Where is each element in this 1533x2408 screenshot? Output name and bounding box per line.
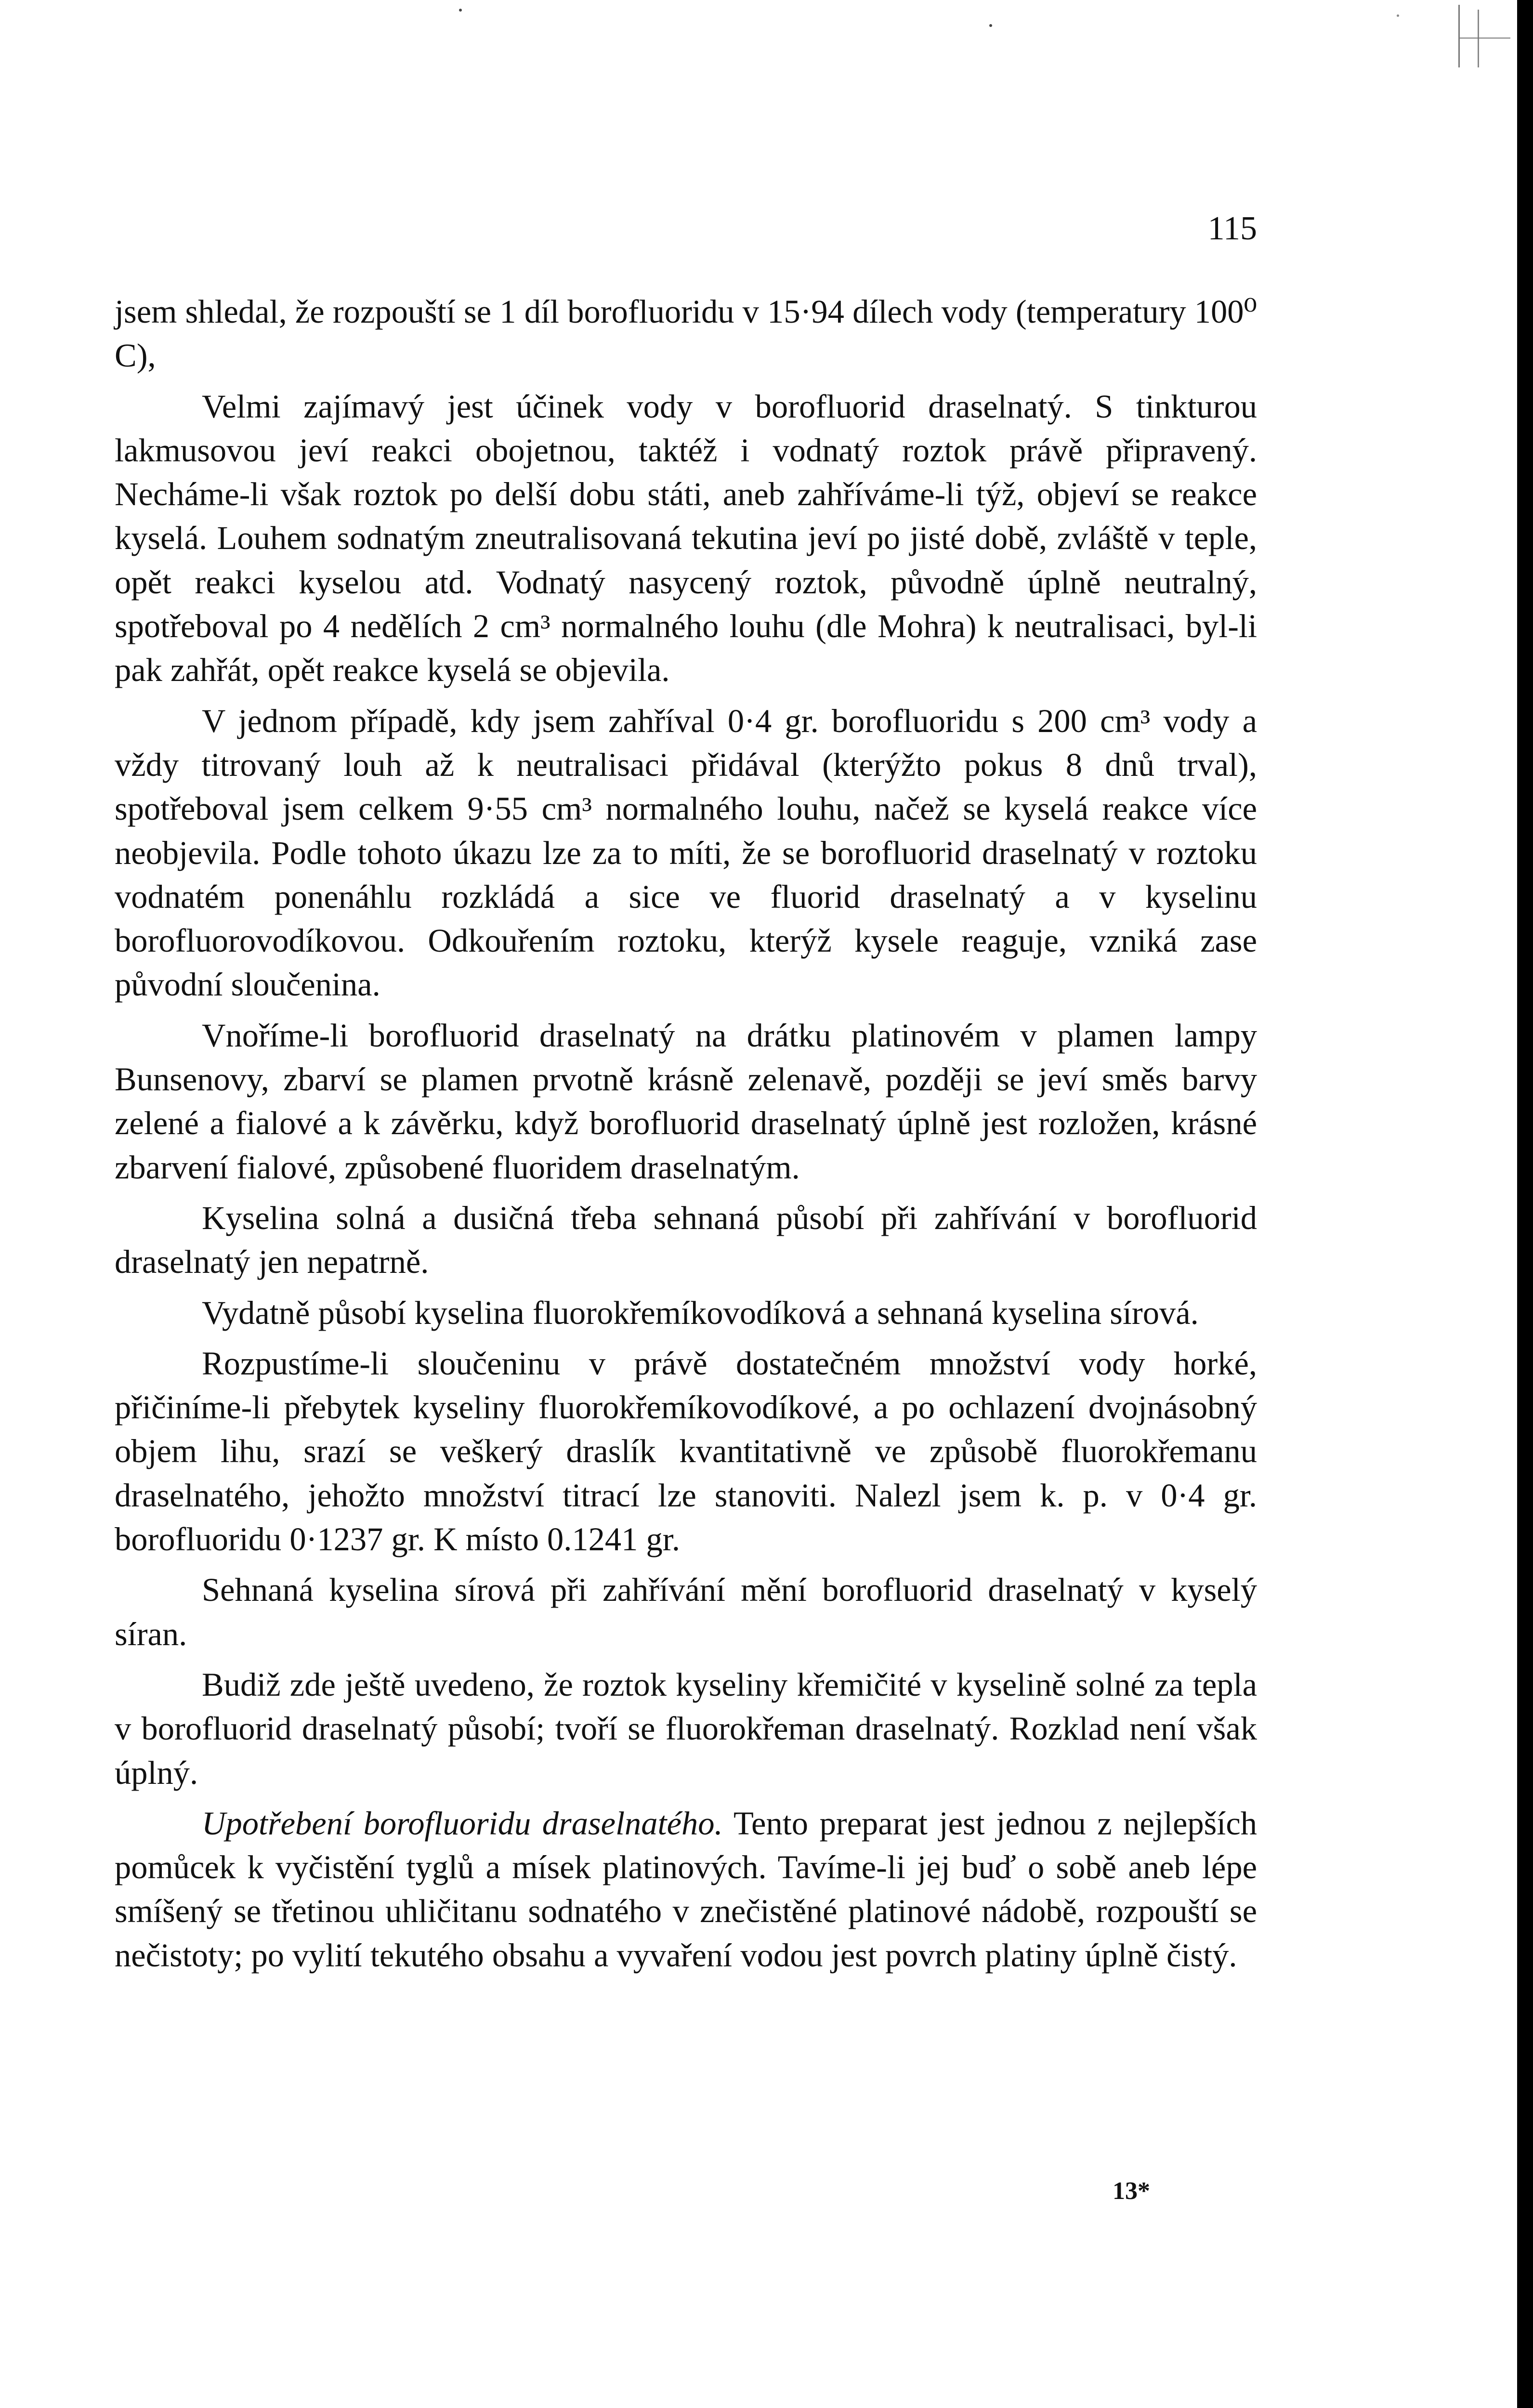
scan-speck — [1397, 14, 1399, 17]
paragraph: V jednom případě, kdy jsem zahříval 0·4 gr. borofluoridu s 200 cm³ vody a vždy titrovaný louh až k neutralisaci přidával (kterýžto pokus 8 dnů trval), spotřeboval jsem celkem 9·55 cm³ normalného louhu, načež se kyselá reakce více neobjevila. Podle tohoto úkazu lze za to míti, že se borofluorid draselnatý v roztoku vodnatém ponenáhlu rozkládá a sice ve fluorid draselnatý a v kyselinu borofluorovodíkovou. Odkouřením roztoku, kterýž kysele reaguje, vzniká zase původní sloučenina. — [115, 702, 1257, 1003]
body-text — [115, 290, 1257, 1984]
paragraph: jsem shledal, že rozpouští se 1 díl borofluoridu v 15·94 dílech vody (temperatury 100⁰ C), — [115, 293, 1257, 374]
paragraph: Velmi zajímavý jest účinek vody v borofluorid draselnatý. S tinkturou lakmusovou jeví reakci obojetnou, taktéž i vodnatý roztok právě připravený. Necháme-li však roztok po delší dobu státi, aneb zahříváme-li týž, objeví se reakce kyselá. Louhem sodnatým zneutralisovaná tekutina jeví po jisté době, zvláště v teple, opět reakci kyselou atd. Vodnatý nasycený roztok, původně úplně neutralný, spotřeboval po 4 nedělích 2 cm³ normalného louhu (dle Mohra) k neutralisaci, byl-li pak zahřát, opět reakce kyselá se objevila. — [115, 388, 1257, 689]
paragraph: Kyselina solná a dusičná třeba sehnaná působí při zahřívání v borofluorid draselnatý jen nepatrně. — [115, 1199, 1257, 1281]
paragraph — [115, 1802, 1257, 1977]
section-lead: Upotřebení borofluoridu draselnatého. — [202, 1805, 723, 1842]
paragraph-text: Tento preparat jest jednou z nejlepších pomůcek k vyčistění tyglů a mísek platinových. Tavíme-li jej buď o sobě aneb lépe smíšený se třetinou uhličitanu sodnatého v znečistěné platinové nádobě, rozpouští se nečistoty; po vylití tekutého obsahu a vyvaření vodou jest povrch platiny úplně čistý. — [115, 1805, 1257, 1974]
scan-line — [1478, 10, 1479, 67]
scan-line — [1458, 38, 1510, 39]
paragraph: Budiž zde ještě uvedeno, že roztok kyseliny křemičité v kyselině solné za tepla v borofluorid draselnatý působí; tvoří se fluorokřeman draselnatý. Rozklad není však úplný. — [115, 1666, 1257, 1791]
page-number: 115 — [1207, 210, 1257, 247]
paragraph: Vydatně působí kyselina fluorokřemíkovodíková a sehnaná kyselina sírová. — [202, 1294, 1199, 1331]
paragraph: Rozpustíme-li sloučeninu v právě dostatečném množství vody horké, přičiníme-li přebytek kyseliny fluorokřemíkovodíkové, a po ochlazení dvojnásobný objem lihu, srazí se veškerý draslík kvantitativně ve způsobě fluorokřemanu draselnatého, jehožto množství titrací lze stanoviti. Nalezl jsem k. p. v 0·4 gr. borofluoridu 0·1237 gr. K místo 0.1241 gr. — [115, 1345, 1257, 1558]
paragraph: Vnoříme-li borofluorid draselnatý na drátku platinovém v plamen lampy Bunsenovy, zbarví se plamen prvotně krásně zelenavě, později se jeví směs barvy zelené a fialové a k závěrku, když borofluorid draselnatý úplně jest rozložen, krásné zbarvení fialové, způsobené fluoridem draselnatým. — [115, 1017, 1257, 1186]
scan-speck — [989, 24, 992, 27]
scan-edge-marks — [1358, 0, 1517, 77]
scan-line — [1458, 5, 1460, 67]
signature-mark: 13* — [1113, 2177, 1150, 2205]
paragraph: Sehnaná kyselina sírová při zahřívání mění borofluorid draselnatý v kyselý síran. — [115, 1571, 1257, 1652]
scan-speck — [459, 9, 462, 12]
